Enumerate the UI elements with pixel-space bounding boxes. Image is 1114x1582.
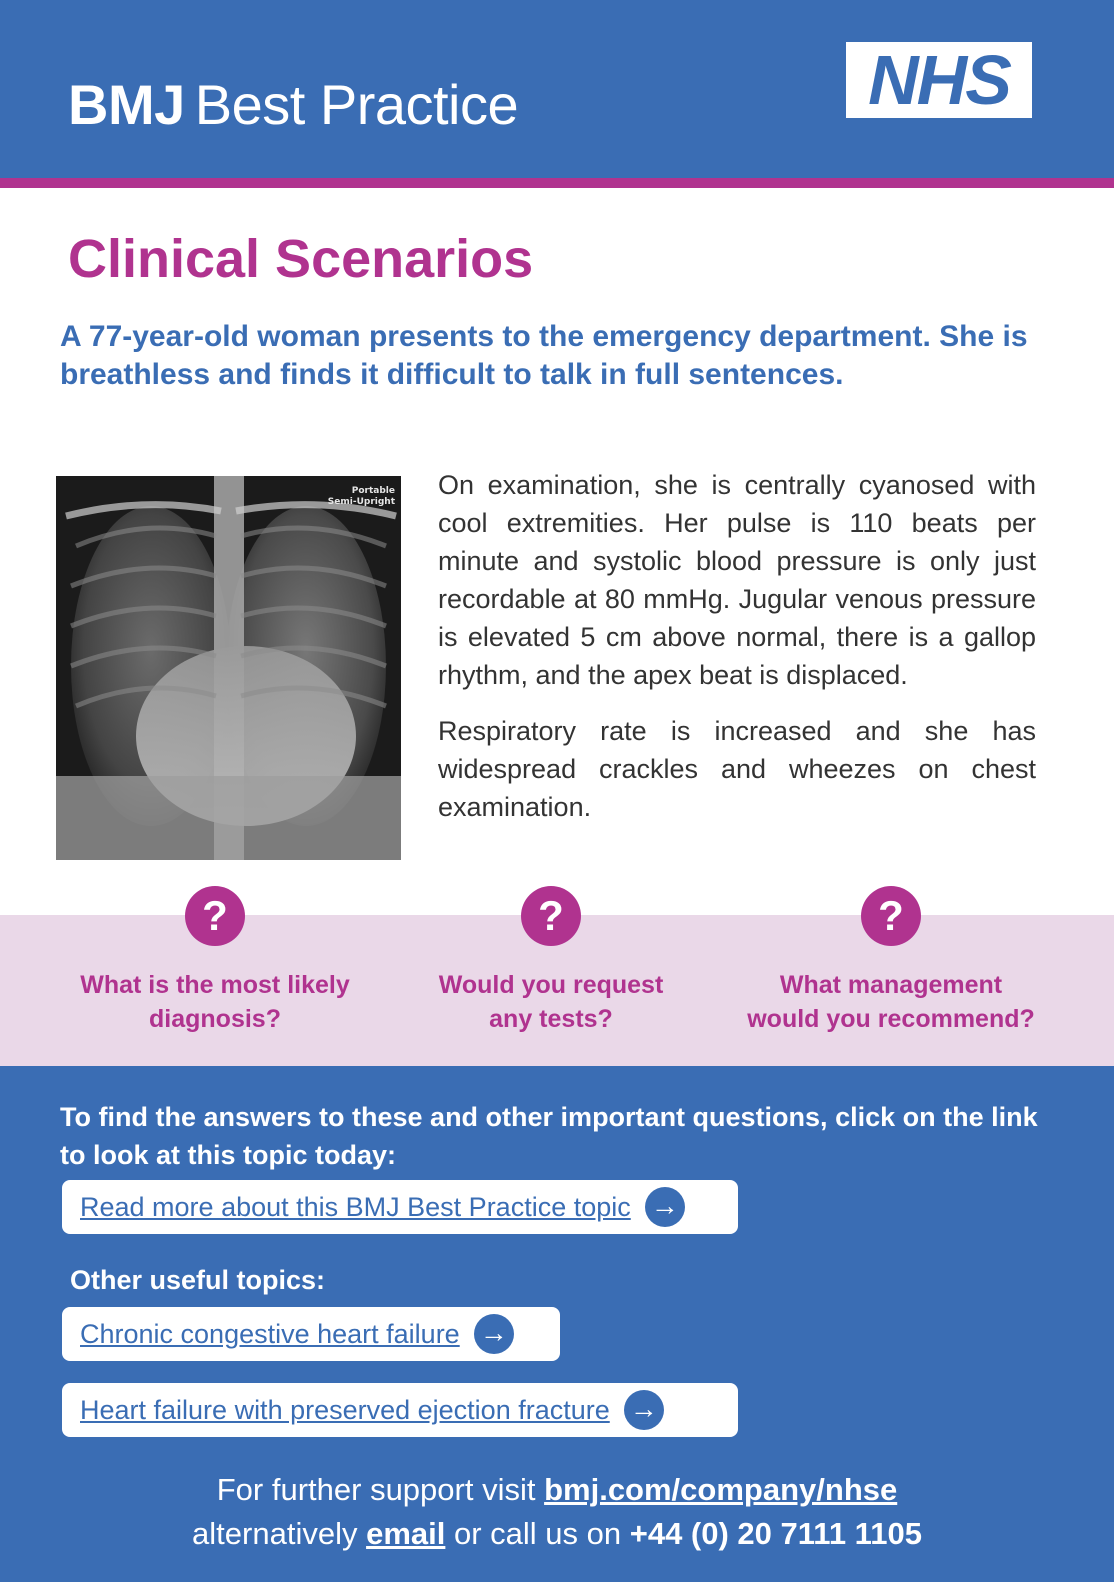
topic-link-preserved-ejection[interactable] (62, 1383, 738, 1437)
scenario-intro: A 77-year-old woman presents to the emergency department. She is breathless and finds it difficult to talk in full sentences. (60, 320, 1028, 391)
support-alt-text: alternatively (192, 1516, 367, 1551)
question-diagnosis (50, 886, 380, 1036)
support-line-1 (0, 1468, 1114, 1512)
question-text (726, 968, 1056, 1036)
support-line-2 (0, 1512, 1114, 1556)
question-icon: ? (521, 886, 581, 946)
question-tests (386, 886, 716, 1036)
question-icon: ? (861, 886, 921, 946)
support-call-text: or call us on (445, 1516, 630, 1551)
question-icon: ? (185, 886, 245, 946)
page-title: Clinical Scenarios (68, 229, 534, 289)
logo-bmj: BMJ (68, 73, 185, 136)
question-text-line: any tests? (489, 1005, 613, 1033)
bmj-best-practice-logo (68, 72, 518, 137)
topic-link-text[interactable]: Heart failure with preserved ejection fracture (80, 1394, 610, 1425)
chest-xray-image (56, 476, 401, 860)
support-url-link[interactable]: bmj.com/company/nhse (544, 1472, 898, 1507)
question-management (726, 886, 1056, 1036)
topic-link-chronic-heart-failure[interactable] (62, 1307, 560, 1361)
nhs-logo: NHS (846, 42, 1032, 118)
logo-best-practice: Best Practice (194, 73, 519, 136)
chest-xray-graphic (56, 476, 401, 860)
find-answers-text: To find the answers to these and other important questions, click on the link to look at this topic today: (60, 1102, 1038, 1170)
question-text-line: diagnosis? (149, 1005, 281, 1033)
support-email-link[interactable]: email (366, 1516, 446, 1551)
question-text (50, 968, 380, 1036)
support-phone: +44 (0) 20 7111 1105 (629, 1516, 922, 1551)
question-text-line: Would you request (438, 971, 664, 999)
findings-paragraph-2: Respiratory rate is increased and she has widespread crackles and wheezes on chest examination. (438, 716, 1036, 822)
xray-label-position: Semi-Upright (327, 497, 395, 507)
read-more-topic-link[interactable] (62, 1180, 738, 1234)
question-text-line: would you recommend? (747, 1005, 1035, 1033)
question-text-line: What management (779, 971, 1003, 999)
topic-link-text[interactable]: Chronic congestive heart failure (80, 1318, 460, 1349)
arrow-right-icon[interactable]: → (624, 1390, 664, 1430)
support-prefix: For further support visit (216, 1472, 545, 1507)
xray-label (328, 486, 395, 508)
xray-label-portable: Portable (351, 486, 395, 496)
question-text-line: What is the most likely (80, 971, 350, 999)
examination-findings (438, 466, 1036, 826)
findings-paragraph-1: On examination, she is centrally cyanosed with cool extremities. Her pulse is 110 beats per minute and systolic blood pressure is only just recordable at 80 mmHg. Jugular venous pressure is elevated 5 cm above normal, there is a gallop rhythm, and the apex beat is displaced. (438, 470, 1036, 690)
arrow-right-icon[interactable]: → (474, 1314, 514, 1354)
read-more-link-text[interactable]: Read more about this BMJ Best Practice topic (80, 1191, 631, 1222)
header-banner (0, 0, 1114, 178)
other-topics-heading: Other useful topics: (70, 1265, 326, 1295)
question-text (386, 968, 716, 1036)
support-info (0, 1468, 1114, 1556)
header-divider (0, 178, 1114, 188)
arrow-right-icon[interactable]: → (645, 1187, 685, 1227)
